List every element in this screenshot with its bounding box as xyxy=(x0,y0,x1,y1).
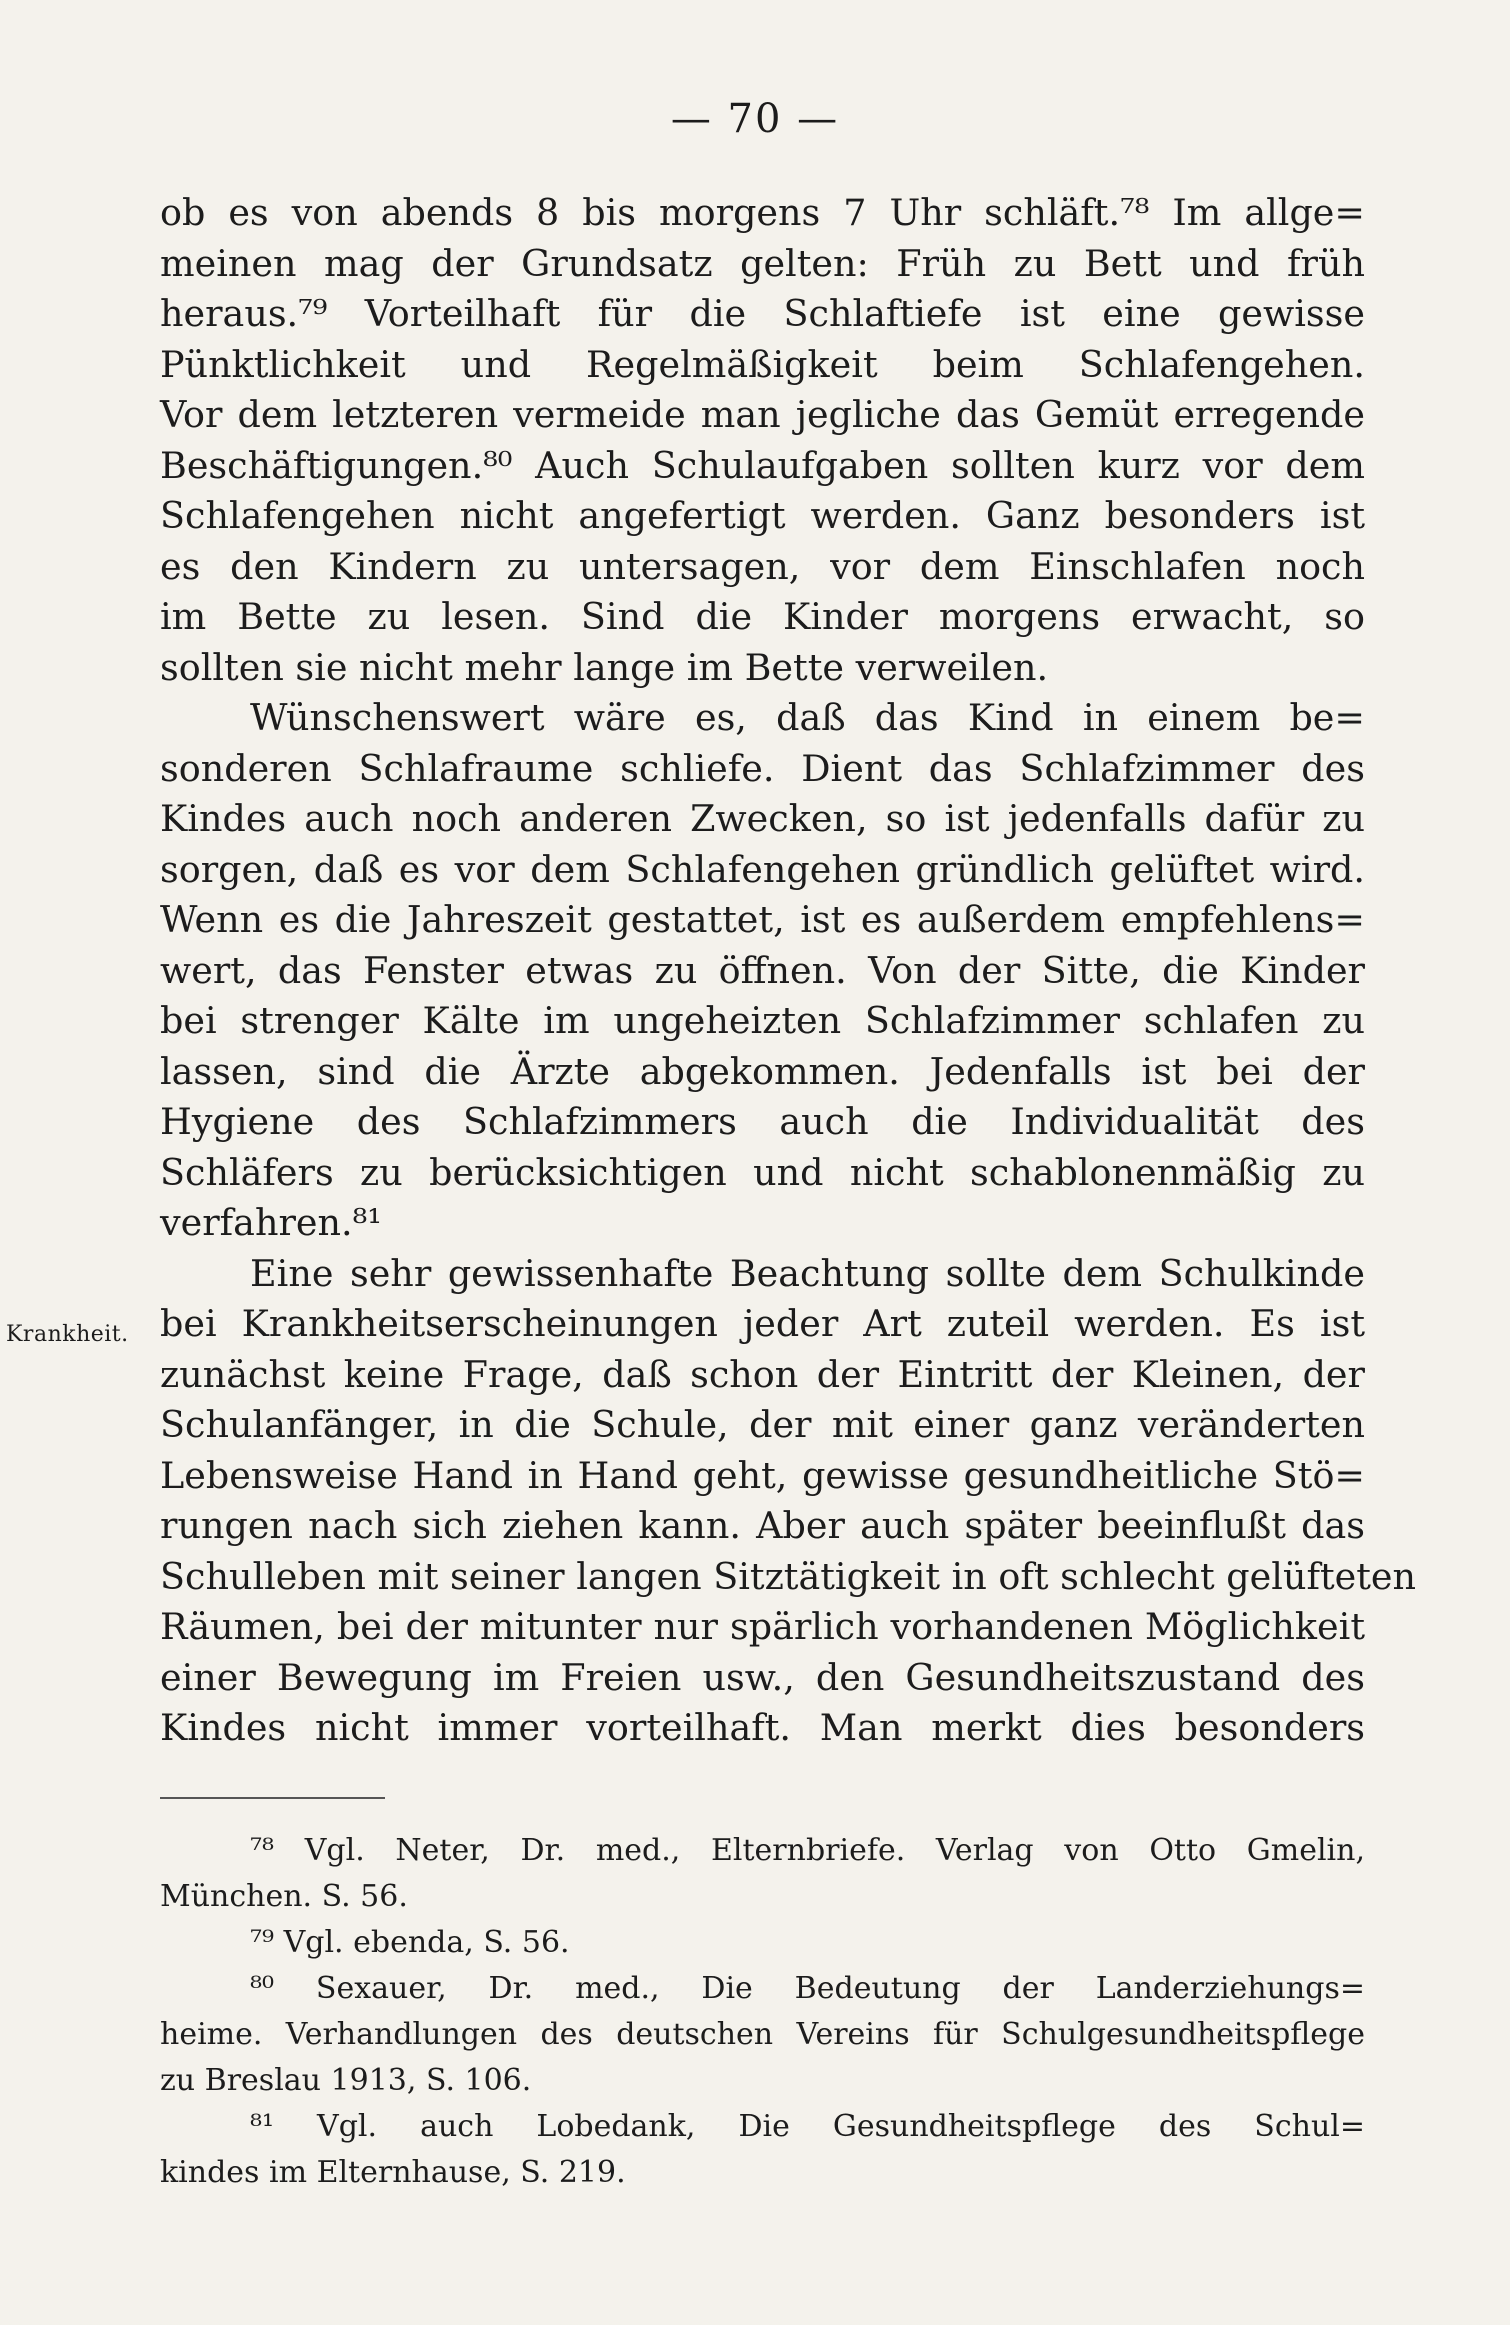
footnote-line: ⁷⁹ Vgl. ebenda, S. 56. xyxy=(250,1925,570,1960)
text-line: Lebensweise Hand in Hand geht, gewisse gesundheitliche Stö= xyxy=(160,1453,1365,1497)
text-line: lassen, sind die Ärzte abgekommen. Jedenfalls ist bei der xyxy=(160,1049,1365,1093)
footnote-line: kindes im Elternhause, S. 219. xyxy=(160,2155,626,2190)
text-line: Schlafengehen nicht angefertigt werden. Ganz besonders ist xyxy=(160,494,1365,537)
text-line: im Bette zu lesen. Sind die Kinder morgens erwacht, so xyxy=(160,595,1365,638)
text-line: sollten sie nicht mehr lange im Bette verweilen. xyxy=(160,645,1049,689)
footnote-80 xyxy=(160,1966,1365,2104)
body-text xyxy=(160,188,1417,1754)
text-line: Wünschenswert wäre es, daß das Kind in einem be= xyxy=(250,696,1365,739)
text-line: bei Krankheitserscheinungen jeder Art zuteil werden. Es ist xyxy=(160,1302,1365,1345)
page-number: — 70 — xyxy=(670,96,840,142)
paragraph xyxy=(160,188,1365,693)
text-line: heraus.⁷⁹ Vorteilhaft für die Schlaftiefe ist eine gewisse xyxy=(160,292,1365,335)
margin-note: Krankheit. xyxy=(6,1322,129,1347)
footnote-line: ⁸⁰ Sexauer, Dr. med., Die Bedeutung der Landerziehungs= xyxy=(250,1971,1365,2006)
footnote-line: ⁷⁸ Vgl. Neter, Dr. med., Elternbriefe. Verlag von Otto Gmelin, xyxy=(250,1833,1365,1868)
footnote-separator xyxy=(160,1797,385,1799)
footnote-81 xyxy=(160,2104,1365,2196)
footnote-79 xyxy=(160,1920,1365,1966)
text-line: Eine sehr gewissenhafte Beachtung sollte dem Schulkinde xyxy=(250,1251,1365,1295)
text-line: Pünktlichkeit und Regelmäßigkeit beim Schlafengehen. xyxy=(160,342,1365,386)
text-line: einer Bewegung im Freien usw., den Gesundheitszustand des xyxy=(160,1655,1365,1699)
text-line: sorgen, daß es vor dem Schlafengehen gründlich gelüftet wird. xyxy=(160,847,1365,891)
text-line: wert, das Fenster etwas zu öffnen. Von der Sitte, die Kinder xyxy=(160,948,1365,992)
text-line: Kindes auch noch anderen Zwecken, so ist jedenfalls dafür zu xyxy=(160,797,1365,840)
text-line: meinen mag der Grundsatz gelten: Früh zu Bett und früh xyxy=(160,241,1365,285)
text-line: Schulleben mit seiner langen Sitztätigkeit in oft schlecht gelüfteten xyxy=(160,1554,1417,1598)
text-line: Schläfers zu berücksichtigen und nicht schablonenmäßig zu xyxy=(160,1150,1365,1194)
text-line: sonderen Schlafraume schliefe. Dient das Schlafzimmer des xyxy=(160,746,1365,790)
text-line: Räumen, bei der mitunter nur spärlich vorhandenen Möglichkeit xyxy=(160,1605,1365,1648)
text-line: Kindes nicht immer vorteilhaft. Man merkt dies besonders xyxy=(160,1706,1365,1749)
text-line: bei strenger Kälte im ungeheizten Schlafzimmer schlafen zu xyxy=(160,999,1365,1042)
text-line: Hygiene des Schlafzimmers auch die Individualität des xyxy=(160,1100,1365,1143)
text-line: Beschäftigungen.⁸⁰ Auch Schulaufgaben sollten kurz vor dem xyxy=(160,443,1365,487)
text-line: zunächst keine Frage, daß schon der Eintritt der Kleinen, der xyxy=(160,1352,1365,1396)
text-line: Wenn es die Jahreszeit gestattet, ist es außerdem empfehlens= xyxy=(160,898,1365,941)
text-line: Schulanfänger, in die Schule, der mit einer ganz veränderten xyxy=(160,1403,1365,1446)
text-line: es den Kindern zu untersagen, vor dem Einschlafen noch xyxy=(160,544,1365,588)
footnote-78 xyxy=(160,1828,1365,1920)
paragraph xyxy=(160,1249,1417,1754)
text-line: rungen nach sich ziehen kann. Aber auch später beeinflußt das xyxy=(160,1504,1365,1547)
text-line: Vor dem letzteren vermeide man jegliche das Gemüt erregende xyxy=(160,393,1365,436)
footnote-line: München. S. 56. xyxy=(160,1879,408,1914)
text-line: verfahren.⁸¹ xyxy=(160,1201,382,1244)
text-line: ob es von abends 8 bis morgens 7 Uhr schläft.⁷⁸ Im allge= xyxy=(160,191,1365,234)
footnotes xyxy=(160,1828,1365,2196)
footnote-line: ⁸¹ Vgl. auch Lobedank, Die Gesundheitspflege des Schul= xyxy=(250,2109,1365,2144)
footnote-line: zu Breslau 1913, S. 106. xyxy=(160,2063,532,2098)
footnote-line: heime. Verhandlungen des deutschen Vereins für Schulgesundheitspflege xyxy=(160,2017,1365,2052)
paragraph xyxy=(160,693,1365,1249)
